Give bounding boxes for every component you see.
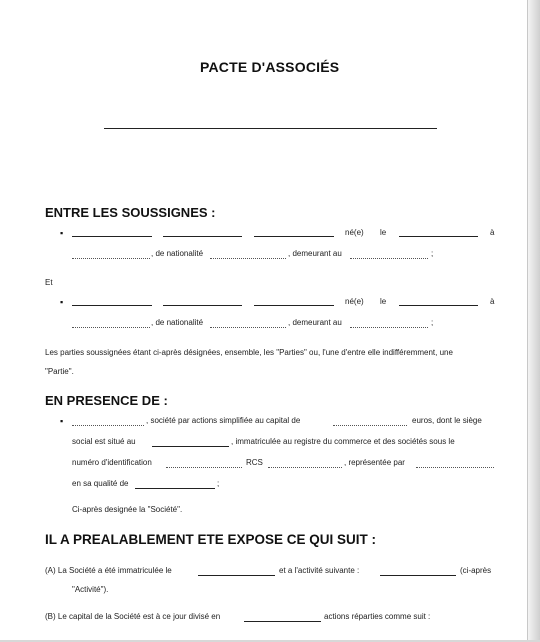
presence-line4-a: en sa qualité de: [72, 479, 129, 488]
presence-line2-b: , immatriculée au registre du commerce et des sociétés sous le: [231, 437, 455, 446]
party2-blank-1: [72, 305, 152, 306]
company-name-blank: [72, 425, 144, 426]
party1-nationality-blank: [210, 258, 286, 259]
bullet-marker: ▪: [60, 416, 64, 426]
expose-b-2: actions réparties comme suit :: [324, 612, 431, 621]
le-label: le: [380, 228, 387, 237]
representative-blank: [416, 467, 494, 468]
rcs-blank: [268, 467, 342, 468]
page-edge-shadow: [527, 0, 540, 642]
party2-date-blank: [399, 305, 478, 306]
bullet-marker: ▪: [60, 228, 64, 238]
party2-blank-3: [254, 305, 334, 306]
capacity-blank: [135, 488, 215, 489]
presence-line1-a: , société par actions simplifiée au capital de: [146, 416, 301, 425]
presence-line3-b: RCS: [246, 458, 263, 467]
activity-blank: [380, 575, 456, 576]
nationality-label: , de nationalité: [151, 318, 204, 327]
party1-date-blank: [399, 236, 478, 237]
expose-a-1: (A) La Société a été immatriculée le: [45, 566, 172, 575]
parties-paragraph-line2: "Partie".: [45, 367, 74, 376]
presence-line1-b: euros, dont le siège: [412, 416, 482, 425]
party1-blank-3: [254, 236, 334, 237]
le-label: le: [380, 297, 387, 306]
born-label: né(e): [345, 297, 364, 306]
residing-label: , demeurant au: [288, 318, 342, 327]
presence-line3-c: , représentée par: [344, 458, 405, 467]
presence-line2-a: social est situé au: [72, 437, 136, 446]
address-blank: [152, 446, 229, 447]
title-rule: [104, 128, 437, 129]
capital-blank: [333, 425, 407, 426]
company-designation: Ci-après designée la "Société".: [72, 505, 183, 514]
bullet-marker: ▪: [60, 297, 64, 307]
party2-blank-2: [163, 305, 242, 306]
born-label: né(e): [345, 228, 364, 237]
expose-b-1: (B) Le capital de la Société est à ce jour divisé en: [45, 612, 221, 621]
a-label: à: [490, 228, 495, 237]
party1-place-blank: [72, 258, 150, 259]
presence-line3-a: numéro d'identification: [72, 458, 152, 467]
expose-a-4: "Activité").: [72, 585, 109, 594]
presence-heading: EN PRESENCE DE :: [45, 393, 168, 408]
document-title: PACTE D'ASSOCIÉS: [200, 59, 340, 75]
residing-label: , demeurant au: [288, 249, 342, 258]
entre-heading: ENTRE LES SOUSSIGNES :: [45, 205, 216, 220]
party2-address-blank: [350, 327, 428, 328]
party2-place-blank: [72, 327, 150, 328]
party1-address-blank: [350, 258, 428, 259]
et-label: Et: [45, 278, 53, 287]
parties-paragraph-line1: Les parties soussignées étant ci-après désignées, ensemble, les "Parties" ou, l'une d'entre elle indifféremment, une: [45, 348, 453, 357]
registration-date-blank: [198, 575, 275, 576]
expose-heading: IL A PREALABLEMENT ETE EXPOSE CE QUI SUIT :: [45, 532, 377, 547]
semicolon: ;: [431, 318, 434, 327]
party1-blank-2: [163, 236, 242, 237]
semicolon: ;: [431, 249, 434, 258]
identification-blank: [166, 467, 242, 468]
expose-a-3: (ci-après: [460, 566, 492, 575]
nationality-label: , de nationalité: [151, 249, 204, 258]
share-count-blank: [244, 621, 321, 622]
presence-line4-b: ;: [217, 479, 220, 488]
party2-nationality-blank: [210, 327, 286, 328]
party1-blank-1: [72, 236, 152, 237]
expose-a-2: et a l'activité suivante :: [279, 566, 360, 575]
a-label: à: [490, 297, 495, 306]
